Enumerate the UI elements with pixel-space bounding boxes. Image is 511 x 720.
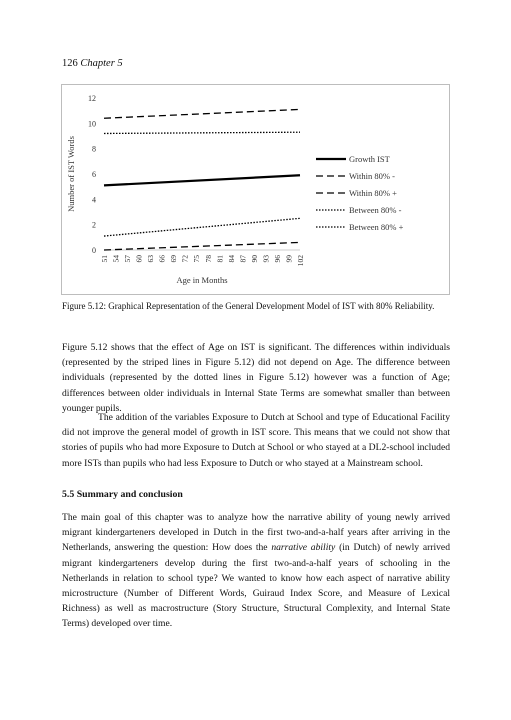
x-tick-label: 78: [203, 255, 213, 263]
x-tick-label: 96: [272, 255, 282, 263]
x-tick-label: 51: [100, 255, 109, 263]
series-line-2: [104, 242, 300, 250]
y-tick-label: 4: [92, 195, 96, 205]
chapter-label: Chapter 5: [80, 58, 123, 69]
series-line-1: [104, 175, 300, 185]
x-tick-label: 84: [226, 255, 236, 263]
y-tick-label: 10: [88, 119, 96, 129]
ist-growth-chart: [62, 85, 451, 296]
paragraph-3: [62, 510, 450, 632]
x-tick-label: 87: [238, 255, 248, 263]
series-line-3: [104, 109, 300, 118]
paragraph-3-end: (in Dutch) of newly arrived migrant kindergarteners develop during the first two-and-a-half years of schooling in the Netherlands in relation to school type? We wanted to know how each aspect of narrative ability microstructure (Number of Different Words, Guiraud Index Score, and Measure of Lexical Richness) as well as macrostructure (Story Structure, Structural Complexity, and Internal State Terms) developed over time.: [62, 542, 450, 630]
x-tick-label: 99: [284, 255, 294, 263]
x-tick-label: 75: [192, 255, 202, 263]
paragraph-3-emphasis: narrative ability: [271, 542, 336, 554]
x-tick-label: 60: [134, 255, 144, 263]
y-axis-label: Number of IST Words: [66, 136, 76, 212]
paragraph-1: Figure 5.12 shows that the effect of Age on IST is significant. The differences within individuals (represented by the striped lines in Figure 5.12) did not depend on Age. The difference between individuals (represented by the dotted lines in Figure 5.12) however was a function of Age; differences between older individuals in Internal State Terms are somewhat smaller than between younger pupils.: [62, 342, 450, 414]
paragraph-2: The addition of the variables Exposure to Dutch at School and type of Educational Facility did not improve the general model of growth in IST score. This means that we could not show that stories of pupils who had more Exposure to Dutch at School or who stayed at a DL2-school included more ISTs than pupils who had less Exposure to Dutch or who stayed at a Mainstream school.: [62, 412, 450, 469]
section-heading: 5.5 Summary and conclusion: [62, 489, 183, 500]
x-tick-label: 102: [296, 255, 305, 267]
x-tick-label: 72: [180, 255, 190, 263]
x-tick-label: 57: [123, 255, 133, 263]
page-header: [62, 58, 123, 69]
y-tick-label: 6: [92, 170, 96, 179]
legend-label-5: Between 80% +: [349, 222, 404, 232]
y-tick-label: 0: [92, 246, 96, 255]
legend-label-1: Growth IST: [349, 154, 390, 164]
x-tick-label: 66: [157, 255, 167, 263]
chart-frame: [61, 84, 450, 295]
y-tick-label: 2: [92, 220, 96, 230]
paragraph-3-start: The main goal of this chapter was to analyze how the narrative ability of young newly arrived migrant kindergarteners developed in Dutch in the first two-and-a-half years after arriving in the Netherlands, answering the question: How does the: [62, 512, 450, 554]
x-tick-label: 90: [249, 255, 259, 263]
y-tick-label: 8: [92, 144, 96, 154]
x-tick-label: 69: [169, 255, 179, 263]
series-line-4: [104, 218, 300, 236]
x-tick-label: 63: [146, 255, 156, 263]
page-number: 126: [62, 58, 78, 69]
x-tick-label: 54: [111, 255, 121, 263]
legend-label-2: Within 80% -: [349, 171, 395, 181]
x-tick-label: 81: [215, 255, 225, 263]
figure-caption: Figure 5.12: Graphical Representation of the General Development Model of IST with 80% Reliability.: [62, 301, 435, 311]
y-tick-label: 12: [88, 94, 96, 103]
x-tick-label: 93: [261, 255, 271, 263]
legend-label-3: Within 80% +: [349, 188, 397, 198]
series-line-5: [104, 132, 300, 133]
x-axis-label: Age in Months: [176, 275, 228, 285]
legend-label-4: Between 80% -: [349, 205, 402, 215]
